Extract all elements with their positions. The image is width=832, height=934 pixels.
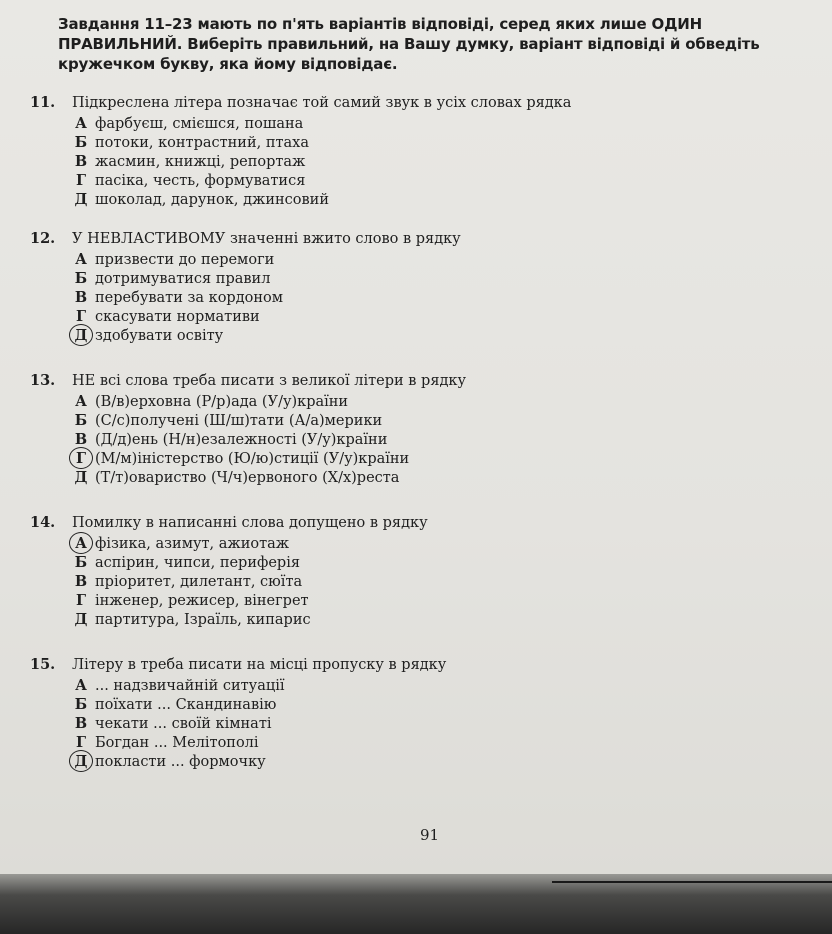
option-letter-circled: А — [70, 535, 92, 553]
option-text: здобувати освіту — [95, 327, 224, 344]
option-letter: Г — [75, 591, 86, 609]
question-number: 12. — [30, 230, 56, 247]
option-text: потоки, контрастний, птаха — [95, 134, 310, 151]
option-text: (Д/д)ень (Н/н)езалежності (У/у)країни — [95, 431, 388, 448]
question-11 — [30, 94, 770, 209]
option-text: перебувати за кордоном — [95, 289, 284, 306]
option-text: скасувати нормативи — [95, 308, 260, 325]
option-text: фарбуєш, смієшся, пошана — [95, 115, 304, 132]
option-letter: Б — [74, 695, 88, 713]
option-text: (С/с)получені (Ш/ш)тати (А/а)мерики — [95, 412, 383, 429]
option-letter: Д — [74, 468, 88, 486]
question-12 — [30, 230, 770, 345]
option-letter: В — [74, 572, 88, 590]
option-text: дотримуватися правил — [95, 270, 271, 287]
question-text: НЕ всі слова треба писати з великої літери в рядку — [72, 373, 467, 389]
answer-option-h[interactable] — [70, 171, 770, 190]
answer-option-h[interactable] — [70, 449, 770, 468]
option-text: (М/м)іністерство (Ю/ю)стиції (У/у)країни — [95, 450, 410, 467]
answer-option-v[interactable] — [70, 714, 770, 733]
instructions-text: Завдання 11–23 мають по п'ять варіантів відповіді, серед яких лише ОДИН ПРАВИЛЬНИЙ. Виберіть правильний, на Вашу думку, варіант відповіді й обведіть кружечком букву, яка йому відповідає. — [58, 15, 760, 73]
option-letter-circled: Д — [70, 753, 92, 771]
answer-option-b[interactable] — [70, 695, 770, 714]
answer-option-d[interactable] — [70, 610, 770, 629]
question-14 — [30, 514, 770, 629]
option-letter: Б — [74, 269, 88, 287]
option-text: пасіка, честь, формуватися — [95, 172, 306, 189]
question-number: 14. — [30, 514, 56, 531]
answer-option-a[interactable] — [70, 114, 770, 133]
option-text: пріоритет, дилетант, сюїта — [95, 573, 303, 590]
option-text: ... надзвичайній ситуації — [95, 677, 285, 694]
option-letter: Б — [74, 133, 88, 151]
option-letter: А — [75, 676, 87, 694]
option-letter: А — [75, 392, 87, 410]
answer-option-v[interactable] — [70, 288, 770, 307]
answer-option-a[interactable] — [70, 534, 770, 553]
answer-option-b[interactable] — [70, 411, 770, 430]
answer-option-d[interactable] — [70, 326, 770, 345]
option-letter: В — [74, 430, 88, 448]
question-text: Помилку в написанні слова допущено в рядку — [72, 515, 428, 531]
option-text: (Т/т)овариство (Ч/ч)ервоного (Х/х)реста — [95, 469, 400, 486]
answer-option-a[interactable] — [70, 392, 770, 411]
answer-option-a[interactable] — [70, 250, 770, 269]
option-letter: Г — [75, 171, 86, 189]
page-edge-shadow — [0, 874, 832, 934]
answer-option-d[interactable] — [70, 190, 770, 209]
option-letter: В — [74, 288, 88, 306]
answer-option-v[interactable] — [70, 152, 770, 171]
answer-option-h[interactable] — [70, 591, 770, 610]
question-number: 15. — [30, 656, 56, 673]
answer-option-a[interactable] — [70, 676, 770, 695]
option-text: партитура, Ізраїль, кипарис — [95, 611, 311, 628]
option-text: інженер, режисер, вінегрет — [95, 592, 309, 609]
option-letter: Г — [75, 733, 86, 751]
answer-option-b[interactable] — [70, 133, 770, 152]
option-letter-circled: Д — [70, 327, 92, 345]
answer-option-b[interactable] — [70, 553, 770, 572]
question-text: Літеру в треба писати на місці пропуску в рядку — [72, 657, 447, 673]
option-text: шоколад, дарунок, джинсовий — [95, 191, 330, 208]
option-letter: А — [75, 114, 87, 132]
divider — [552, 881, 832, 883]
option-text: (В/в)ерховна (Р/р)ада (У/у)країни — [95, 393, 349, 410]
option-text: аспірин, чипси, периферія — [95, 554, 301, 571]
answer-option-v[interactable] — [70, 572, 770, 591]
option-letter: Г — [75, 307, 86, 325]
option-text: жасмин, книжці, репортаж — [95, 153, 306, 170]
option-text: призвести до перемоги — [95, 251, 275, 268]
answer-option-d[interactable] — [70, 752, 770, 771]
option-letter: В — [74, 152, 88, 170]
option-letter: Б — [74, 553, 88, 571]
option-text: фізика, азимут, ажиотаж — [95, 535, 290, 552]
option-letter: Д — [74, 190, 88, 208]
answer-option-d[interactable] — [70, 468, 770, 487]
answer-option-h[interactable] — [70, 307, 770, 326]
question-number: 11. — [30, 94, 56, 111]
option-text: поїхати ... Скандинавію — [95, 696, 277, 713]
option-letter: А — [75, 250, 87, 268]
option-text: покласти ... формочку — [95, 753, 266, 770]
answer-option-h[interactable] — [70, 733, 770, 752]
option-letter: Д — [74, 610, 88, 628]
answer-option-b[interactable] — [70, 269, 770, 288]
option-letter: Б — [74, 411, 88, 429]
question-15 — [30, 656, 770, 771]
option-text: чекати ... своїй кімнаті — [95, 715, 272, 732]
question-13 — [30, 372, 770, 487]
option-letter: В — [74, 714, 88, 732]
page-number: 91 — [420, 826, 440, 844]
question-number: 13. — [30, 372, 56, 389]
question-text: Підкреслена літера позначає той самий звук в усіх словах рядка — [72, 95, 572, 111]
question-text: У НЕВЛАСТИВОМУ значенні вжито слово в рядку — [72, 231, 461, 247]
answer-option-v[interactable] — [70, 430, 770, 449]
option-letter-circled: Г — [70, 450, 92, 468]
option-text: Богдан ... Мелітополі — [95, 734, 259, 751]
